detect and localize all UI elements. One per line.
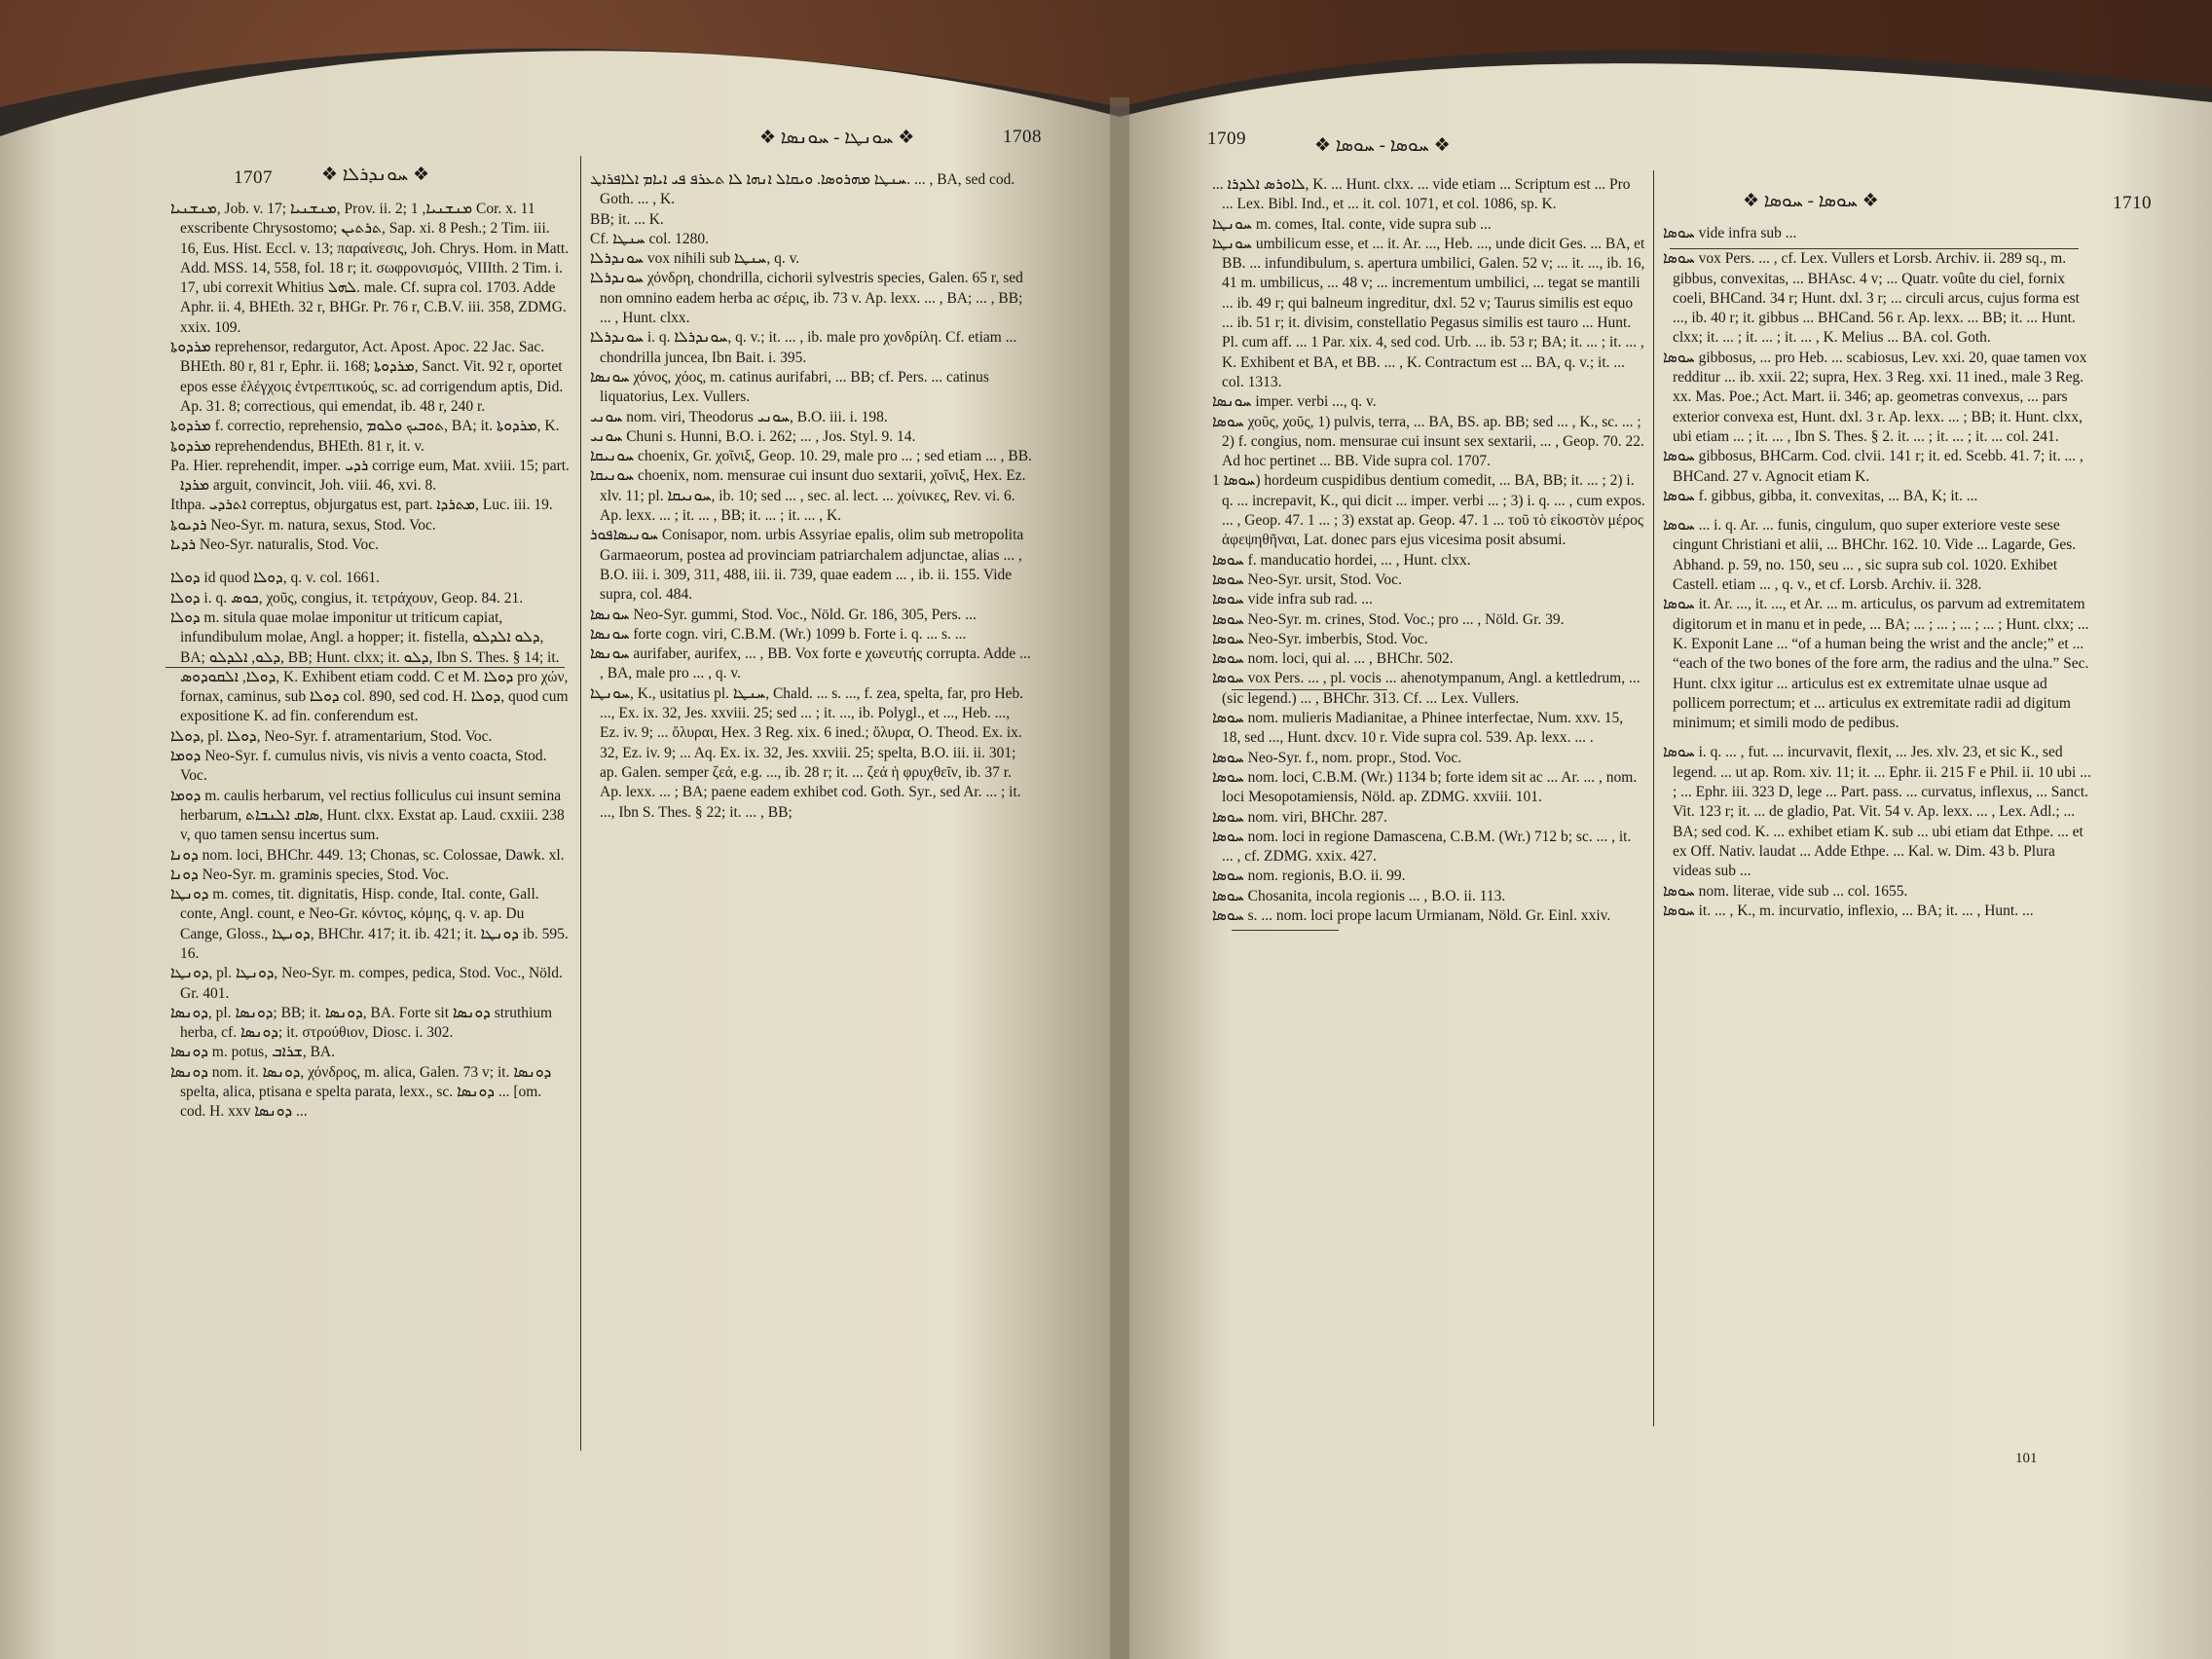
entry: ܕܘܢܛܐ m. comes, tit. dignitatis, Hisp. conde, Ital. conte, Gall. conte, Angl. count, e Neo-Gr. κόντος, κόμης, q. v. ap. Du Cange, Gloss., ܕܘܢܛܐ, BHChr. 417; it. ib. 421; it. ܕܘܢܛܐ ib. 595. 16.: [170, 886, 569, 962]
entry: ܕܘܠܐ i. q. ܟܘܣ, χοῦς, congius, it. τετράχουν, Geop. 84. 21.: [170, 589, 524, 607]
entry: ܚܘܣܐ nom. mulieris Madianitae, a Phinee interfectae, Num. xxv. 15, 18, sed ..., Hunt. dxcv. 10 r. Vide supra col. 539. Ap. lexx. ... .: [1212, 710, 1624, 747]
entry: ܚܘܣܐ i. q. ... , fut. ... incurvavit, flexit, ... Jes. xlv. 23, et sic K., sed legend. ... ut ap. Rom. xiv. 11; it. ... Ephr. ii. 215 F e Phil. ii. 10 ubi ... ; ... Ephr. iii. 323 D, lege ... Part. pass. ... curvatus, inflexus, ... Sanct. Vit. 123 r; it. ... de gladio, Pat. Vit. 54 v. Ap. lexx. ... , Lex. Adl.; ... BA; sed cod. K. ... exhibet etiam K. sub ... ubi etiam dat Ethpe. ... et ex Off. Nativ. laudat ... Adde Ethpe. ... Kal. w. Dim. 43 b. Plura videas sub ...: [1663, 744, 2091, 880]
entry: Cf. ܚܢܛܐ col. 1280.: [590, 230, 709, 247]
entry: ܚܘܢܛܐ m. comes, Ital. conte, vide supra sub ...: [1212, 215, 1492, 233]
entry: ܚܘܢܝܣܐܦܘܪ Conisapor, nom. urbis Assyriae epalis, olim sub metropolita Garmaeorum, postea ad provinciam patriarchalem adjunctae, alias ... , B.O. iii. i. 309, 311, 488, iii. ii. 739, quae eadem ... , ib. ii. 155. Vide supra, col. 484.: [590, 527, 1024, 604]
entry: ܚܘܣܐ Neo-Syr. m. crines, Stod. Voc.; pro ... , Nöld. Gr. 39.: [1212, 610, 1565, 628]
entry: ܪܕܝܘܬܐ Neo-Syr. m. natura, sexus, Stod. Voc.: [170, 516, 436, 534]
entry: ܚܘܢܣܐ Neo-Syr. gummi, Stod. Voc., Nöld. Gr. 186, 305, Pers. ...: [590, 606, 977, 623]
entry: ܕܘܢܛܐ, pl. ܕܘܢܛܐ, Neo-Syr. m. compes, pedica, Stod. Voc., Nöld. Gr. 401.: [170, 965, 563, 1002]
entry: ܚܘܢܣܐ imper. verbi ..., q. v.: [1212, 393, 1377, 411]
entry: ܚܘܣܐ it. ... , K., m. incurvatio, inflexio, ... BA; it. ... , Hunt. ...: [1663, 902, 2034, 919]
entry: ܚܘܣܐ f. gibbus, gibba, it. convexitas, ... BA, K; it. ...: [1663, 487, 1978, 504]
entry: ܕܘܢܣܐ, pl. ܕܘܢܣܐ; BB; it. ܕܘܢܣܐ, BA. Forte sit ܕܘܢܣܐ struthium herba, cf. ܕܘܢܣܐ; it. στρούθιον, Diosc. i. 302.: [170, 1004, 553, 1042]
entry: ܚܘܣܐ nom. literae, vide sub ... col. 1655.: [1663, 882, 1908, 900]
entry: ܚܘܢܣܐ χόνος, χόος, m. catinus aurifabri, ... BB; cf. Pers. ... catinus liquatorius, Lex. Vullers.: [590, 368, 989, 406]
right-page: [1120, 0, 2212, 1659]
entry: ܚܘܣܐ vox Pers. ... , pl. vocis ... ahenotympanum, Angl. a kettledrum, ... (sic legend.) ... , BHChr. 313. Cf. ... Lex. Vullers.: [1212, 670, 1641, 707]
entry: ܚܘܣܐ nom. loci in regione Damascena, C.B.M. (Wr.) 712 b; sc. ... , it. ... , cf. ZDMG. xxix. 427.: [1212, 828, 1632, 866]
entry: ܚܘܣܐ nom. loci, C.B.M. (Wr.) 1134 b; forte idem sit ac ... Ar. ... , nom. loci Mesopotamiensis, Nöld. ap. ZDMG. xxviii. 101.: [1212, 768, 1638, 806]
entry: ܕܘܢܐ nom. loci, BHChr. 449. 13; Chonas, sc. Colossae, Dawk. xl.: [170, 846, 565, 864]
running-header-left-a: ❖ ܚܘܢܕܪܠܐ ❖: [321, 165, 429, 185]
running-header-right-b: ❖ ܚܘܣܐ - ܚܘܣܐ ❖: [1743, 191, 1879, 211]
entry: ܪܕܝܐ Neo-Syr. naturalis, Stod. Voc.: [170, 536, 380, 554]
running-header-left-b: ❖ ܚܘܢܛܐ - ܚܘܢܣܐ ❖: [759, 128, 915, 148]
page-number-1709: 1709: [1207, 129, 1246, 149]
entry: ܚܘܢܕܪܠܐ vox nihili sub ܚܢܛܐ, q. v.: [590, 250, 800, 268]
entry: ܚܘܣܐ nom. viri, BHChr. 287.: [1212, 808, 1388, 826]
right-column-1: [1212, 175, 1645, 1441]
entry: ܚܢܛܐ ܡܗܪܘܣܐ. ܘܝܩܐܠ ܐܢܗܐ ܠܐ ܬܥܪܦ ܦܝ ܐܝܐܡ ܐܠܐܦܪܐܛ. ... , BA, sed cod. Goth. ... , K.: [590, 171, 1015, 208]
entry: Ithpa. ܐܬܪܕܝ correptus, objurgatus est, part. ܡܬܪܕܐ, Luc. iii. 19.: [170, 497, 553, 514]
left-column-1: [170, 200, 570, 1456]
entry: ܚܘܣܐ vide infra sub ...: [1663, 225, 1797, 241]
entry: ܚܘܣܐ nom. regionis, B.O. ii. 99.: [1212, 867, 1406, 885]
entry: ܚܘܣܐ gibbosus, ... pro Heb. ... scabiosus, Lev. xxi. 20, quae tamen vox redditur ... ib. xxii. 22; supra, Hex. 3 Reg. xxi. 11 ined., male 3 Reg. xx. Mas. Poe.; Act. Mart. ii. 346; ap. geometras convexus, ... pars exterior convexa est, Hunt. dxl. 3 r. Ap. lexx. ... ; BB; it. Hunt. clxx, ubi etiam ... ; it. ... , Ibn S. Thes. § 2. it. ... ; it. ... ; it. ... col. 241.: [1663, 349, 2087, 445]
entry: ܕܘܠܐ id quod ܕܘܠܐ, q. v. col. 1661.: [170, 570, 381, 587]
entry: ܡܪܕܘܬܐ reprehendendus, BHEth. 81 r, it. v.: [170, 437, 424, 455]
entry: ܚܘܢܣܐ forte cogn. viri, C.B.M. (Wr.) 1099 b. Forte i. q. ... s. ...: [590, 625, 967, 643]
footer-number: 101: [2015, 1451, 2038, 1466]
entry: ܡܪܕܘܬܐ reprehensor, redargutor, Act. Apost. Apoc. 22 Jac. Sac. BHEth. 80 r, 81 r, Ephr. ii. 168; ܡܪܕܘܬܐ, Sanct. Vit. 92 r, oportet epos esse ἐλέγχοις ἐντρεπτικούς, sc. ad corrigendum aptis, Did. Ap. 31. 8; correctious, qui emendat, ib. 48 r, 240 r.: [170, 339, 564, 415]
entry: ܕܘܡܐ m. caulis herbarum, vel rectius folliculus cui insunt semina herbarum, ܣܐܩ ܐܠܢܒܐܬ, Hunt. clxx. Exstat ap. Laud. cxxiii. 238 v, quo tamen sensu incertus sum.: [170, 787, 565, 844]
entry: ܚܘܣܐ f. manducatio hordei, ... , Hunt. clxx.: [1212, 551, 1471, 569]
entry: ܚܘܣܐ Neo-Syr. f., nom. propr., Stod. Voc.: [1212, 749, 1462, 766]
column-rule-left: [580, 156, 581, 1451]
entry: BB; it. ... K.: [590, 210, 664, 228]
entry: ܚܘܢܛܐ umbilicum esse, et ... it. Ar. ..., Heb. ..., unde dicit Ges. ... BA, et BB. ... infundibulum, s. apertura umbilici, Galen. 52 v; ... it. ..., ib. 16, 41 m. umbilicus, ... 48 v; ... incrementum umbilici, ... tegat se mantili ... ib. 49 r; qui balneum ingreditur, dxl. 52 v; Taurus similis est equo ... ib. 51 r; it. divisim, constellatio Pegasus similis est tauro ... Hunt. Pl. cum aff. ... 1 Par. xix. 4, sed cod. Urb. ... ib. 53 r; BA; it. ... ; it. ... , K. Exhibent et BA, et BB. ... , K. Contractum est ... BA, q. v.; it. ... col. 1313.: [1212, 235, 1645, 390]
entry: ܚܘܣܐ Neo-Syr. ursit, Stod. Voc.: [1212, 571, 1402, 588]
entry: ܕܘܠܐ m. situla quae molae imponitur ut triticum capiat, infundibulum molae, Angl. a hopper; it. fistella, ܕܠܘ ܐܠܕܠܘ, BA; ܕܠܘ, ܐܠܕܠܘ, BB; Hunt. clxx; it. ܕܠܘ, Ibn S. Thes. § 14; it. ܕܘܠܐ, ܐܠܩܘܕܘܣ, K. Exhibent etiam codd. C et M. ܕܘܠܐ pro χών, fornax, caminus, sub ܕܘܠܐ col. 890, sed cod. H. ܕܘܠܐ, quod cum expositione K. ad fin. conferendum est.: [170, 608, 569, 725]
entry: ܚܘܣܐ s. ... nom. loci prope lacum Urmianam, Nöld. Gr. Einl. xxiv.: [1212, 906, 1611, 924]
entry: ܡܢܫܢܝܐ, Job. v. 17; ܡܢܫܢܝܐ, Prov. ii. 2; ܡܢܫܢܝܐ, 1 Cor. x. 11 exscribente Chrysostomo; ܬܪܬܝܢ, Sap. xi. 8 Pesh.; 2 Tim. iii. 16, Eus. Hist. Eccl. v. 13; παραίνεσις, Joh. Chrys. Hom. in Matt. Add. MSS. 14, 558, fol. 18 r; it. σωφρονισμός, VIIIth. 2 Tim. i. 17, ubi correxit Whitius ܠܗܠ. male. Cf. supra col. 1703. Adde Aphr. ii. 4, BHEth. 32 r, BHGr. Pr. 76 r, C.B.V. iii. 358, ZDMG. xxix. 109.: [170, 201, 570, 336]
entry: ܚܘܢܛܐ, K., usitatius pl. ܚܢܛܐ, Chald. ... s. ..., f. zea, spelta, far, pro Heb. ..., Ex. ix. 32, Jes. xxviii. 25; sed ... ; it. ..., ib. Polygl., et ..., Heb. ..., Ez. iv. 9; ... ὄλυραι, Hex. 3 Reg. xix. 6 ined.; ὄλυρα, O. Theod. Ex. ix. 32, Ez. iv. 9; ... Aq. Ex. ix. 32, Jes. xxviii. 25; spelta, B.O. iii. ii. 301; ap. Galen. semper ζεά, e.g. ..., ib. 28 r; it. ... ζεά ἡ φρυχθεῖν, ib. 37 r. Ap. lexx. ... ; BA; paene eadem exhibet cod. Goth. Syr., sed Ar. ... ; it. ..., Ibn S. Thes. § 22; it. ... , BB;: [590, 684, 1024, 821]
entry: ܕܘܡܐ Neo-Syr. f. cumulus nivis, vis nivis a vento coacta, Stod. Voc.: [170, 748, 547, 785]
entry: ܚܘܣܐ χοῦς, χοῦς, 1) pulvis, terra, ... BA, BS. ap. BB; sed ... , K., sc. ... ; 2) f. congius, nom. mensurae cui insunt sex sextarii, ... , Geop. 70. 22. Ad hoc pertinet ... BB. Vide supra col. 1707.: [1212, 413, 1644, 470]
entry: ܚܘܢܝ Chuni s. Hunni, B.O. i. 262; ... , Jos. Styl. 9. 14.: [590, 427, 916, 445]
entry: ܚܘܢܝܩܐ choenix, nom. mensurae cui insunt duo sextarii, χοῖνιξ, Hex. Ez. xlv. 11; pl. ܚܘܢܝܩܐ, ib. 10; sed ... , sec. al. lect. ... χοίνικες, Rev. vi. 6. Ap. lexx. ... ; it. ... , BB; it. ... ; it. ... , K.: [590, 467, 1026, 525]
entry: ܚܘܣܐ gibbosus, BHCarm. Cod. clvii. 141 r; it. ed. Scebb. 41. 7; it. ... , BHCand. 27 v. Agnocit etiam K.: [1663, 448, 2083, 485]
entry: ܕܘܢܣܐ nom. it. ܕܘܢܣܐ, χόνδρος, m. alica, Galen. 73 v; it. ܕܘܢܣܐ spelta, alica, ptisana e spelta parata, lexx., sc. ܕܘܢܣܐ ... [om. cod. H. xxv ܕܘܢܣܐ ...: [170, 1063, 552, 1121]
entry: ܚܘܣܐ nom. loci, qui al. ... , BHChr. 502.: [1212, 650, 1454, 668]
right-column-2: [1663, 224, 2091, 1431]
entry: ܕܘܢܣܐ m. potus, ܫܪܐܒ, BA.: [170, 1044, 335, 1061]
entry: ... ܠܐܘܪܣ ܐܠܕܪܐ, K. ... Hunt. clxx. ... vide etiam ... Scriptum est ... Pro ... Lex. Bibl. Ind., et ... it. col. 1071, et col. 1086, sp. K.: [1212, 176, 1631, 213]
entry: ܕܘܢܐ Neo-Syr. m. graminis species, Stod. Voc.: [170, 866, 450, 883]
page-number-1710: 1710: [2113, 193, 2152, 213]
running-header-right-a: ❖ ܚܘܣܐ - ܚܘܣܐ ❖: [1314, 135, 1451, 156]
entry: ܚܘܣܐ vox Pers. ... , cf. Lex. Vullers et Lorsb. Archiv. ii. 289 sq., m. gibbus, convexitas, ... BHAsc. 4 v; ... Quatr. voûte du ciel, fornix coeli, BHCand. 34 r; Hunt. dxl. 3 r; ... circuli arcus, cujus forma est ..., ib. 40 r; it. gibbus ... BHCand. 56 r. Ap. lexx. ... BB; it. ... Hunt. clxx; it. ... ; it. ... ; it. ... , K. Melius ... BA. col. Goth.: [1663, 250, 2080, 347]
entry: ܚܘܣܐ vide infra sub rad. ...: [1212, 591, 1373, 608]
entry: ܚܘܢܕܪܠܐ χόνδρη, chondrilla, cichorii sylvestris species, Galen. 65 r, sed non omnino eadem herba ac σέρις, ib. 73 v. Ap. lexx. ... , BA; ... , BB; ... , Hunt. clxx.: [590, 270, 1023, 327]
page-number-1708: 1708: [1003, 127, 1042, 147]
entry: ܚܘܢܣܐ aurifaber, aurifex, ... , BB. Vox forte e χωνευτής corrupta. Adde ... , BA, male pro ... , q. v.: [590, 645, 1031, 682]
entry: ܚܘܢܝ nom. viri, Theodorus ܚܘܢܝ, B.O. iii. i. 198.: [590, 408, 888, 425]
entry: ܚܘܣܐ Neo-Syr. imberbis, Stod. Voc.: [1212, 630, 1428, 647]
entry: Pa. Hier. reprehendit, imper. ܪܕܝ corrige eum, Mat. xviii. 15; part. ܡܪܕܐ arguit, convincit, Joh. viii. 46, xvi. 8.: [170, 457, 570, 495]
entry: ܕܘܠܐ, pl. ܕܘܠܐ, Neo-Syr. f. atramentarium, Stod. Voc.: [170, 727, 493, 745]
entry: ܡܪܕܘܬܐ f. correctio, reprehensio, ܬܘܒܝܟ ܘܠܘܡ, BA; it. ܡܪܕܘܬܐ, K.: [170, 418, 560, 435]
entry: ܚܘܣܐ Chosanita, incola regionis ... , B.O. ii. 113.: [1212, 887, 1506, 904]
entry: ܚܘܣܐ it. Ar. ..., it. ..., et Ar. ... m. articulus, os parvum ad extremitatem digitorum et in manu et in pede, ... BA; ... ; ... ; ... ; ... ; Hunt. clxx; ... K. Exponit Lane ... “of a human being the wrist and the ancle;” et ... “each of the two bones of the fore arm, the radius and the ulna.” Sec. Hunt. clxx igitur ... articulus est ex extremitate ulnae usque ad pollicem porrectum; et ... articulus ex extremitate radii ad digitum minimum; et simili modo de pedibus.: [1663, 596, 2089, 732]
page-number-1707: 1707: [234, 167, 273, 188]
column-rule-right: [1653, 170, 1654, 1426]
entry: ܚܘܣܐ ... i. q. Ar. ... funis, cingulum, quo super exteriore veste sese cingunt Christiani et alii, ... BHChr. 162. 10. Vide ... Lagarde, Ges. Abhand. p. 59, no. 150, seu ... , sic supra sub col. 1020. Exhibet Castell. etiam ... , q. v., et cf. Lorsb. Archiv. ii. 328.: [1663, 517, 2077, 594]
left-column-2: [590, 170, 1033, 1436]
entry: ܚܘܢܕܪܠܐ i. q. ܚܘܢܕܪܠܐ, q. v.; it. ... , ib. male pro χονδρίλη. Cf. etiam ... chondrilla juncea, Ibn Bait. i. 395.: [590, 329, 1017, 366]
entry: ܚܘܢܝܩܐ choenix, Gr. χοῖνιξ, Geop. 10. 29, male pro ... ; sed etiam ... , BB.: [590, 448, 1032, 465]
entry: ܚܘܣܐ 1) hordeum cuspidibus dentium comedit, ... BA, BB; it. ... ; 2) i. q. ... increpavit, K., qui dicit ... imper. verbi ... ; 3) i. q. ... , cum expos. ... , Geop. 47. 1 ... ; 3) exstat ap. Geop. 47. 1 ... τοῦ τὸ εἰκοστὸν μέρος ἀφεψηθῆναι, Lat. donec pars ejus vicesima posit absumi.: [1212, 472, 1645, 549]
